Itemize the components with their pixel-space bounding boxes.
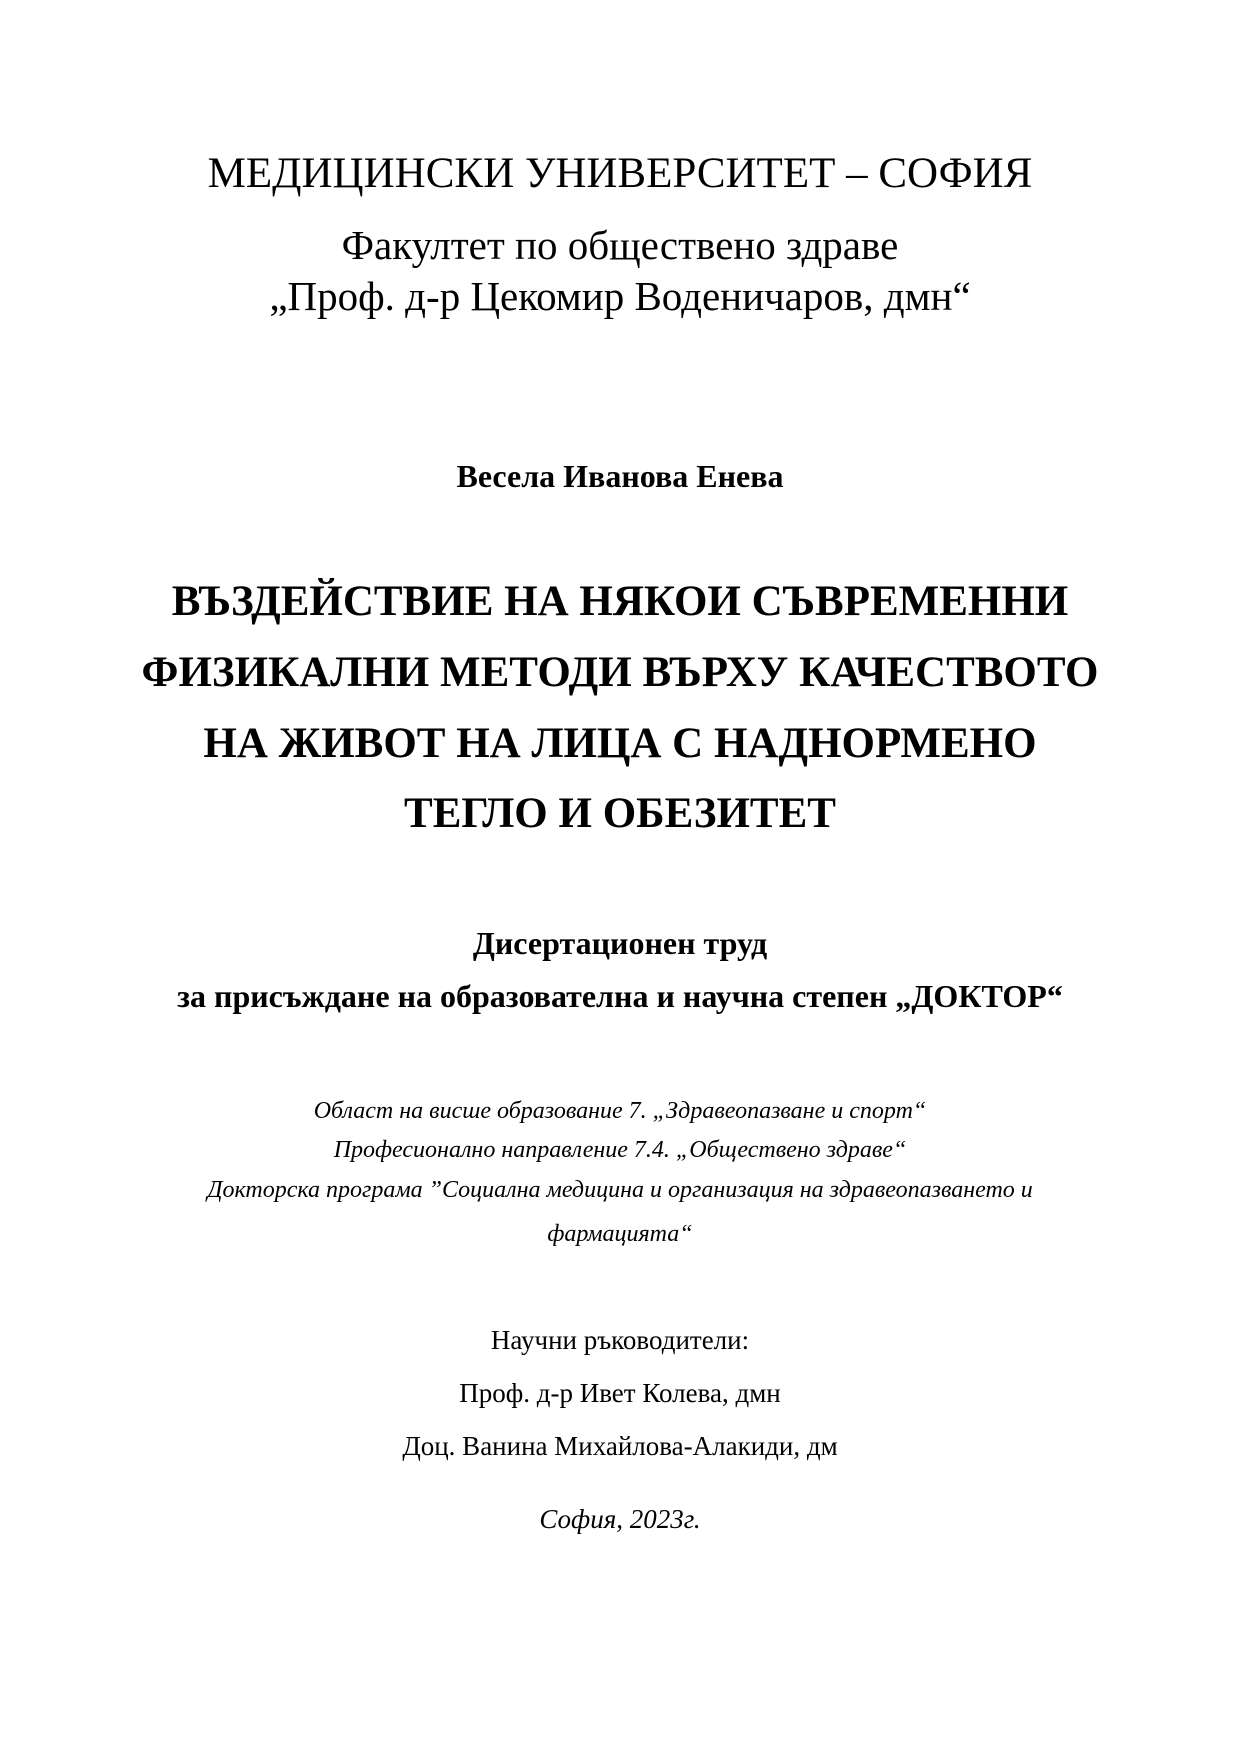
author-name: Весела Иванова Енева xyxy=(456,458,784,494)
degree-purpose: за присъждане на образователна и научна степен „ДОКТОР“ xyxy=(177,978,1063,1014)
faculty-name: Факултет по обществено здраве xyxy=(341,222,899,268)
supervisor-name: Проф. д-р Ивет Колева, дмн xyxy=(459,1378,781,1408)
place-date: София, 2023г. xyxy=(539,1504,701,1534)
supervisor-name: Доц. Ванина Михайлова-Алакиди, дм xyxy=(402,1431,838,1461)
dissertation-title-line: НА ЖИВОТ НА ЛИЦА С НАДНОРМЕНО xyxy=(203,720,1037,767)
dissertation-title-line: ТЕГЛО И ОБЕЗИТЕТ xyxy=(404,790,836,837)
dissertation-title-line: ФИЗИКАЛНИ МЕТОДИ ВЪРХУ КАЧЕСТВОТО xyxy=(141,649,1099,696)
faculty-eponym: „Проф. д-р Цекомир Воденичаров, дмн“ xyxy=(269,273,971,319)
area-line: Докторска програма ”Социална медицина и организация на здравеопазването и xyxy=(207,1177,1033,1203)
area-line: Професионално направление 7.4. „Обществено здраве“ xyxy=(333,1137,907,1163)
university-name: МЕДИЦИНСКИ УНИВЕРСИТЕТ – СОФИЯ xyxy=(207,150,1033,197)
document-type: Дисертационен труд xyxy=(472,925,768,961)
area-line: Област на висше образование 7. „Здравеопазване и спорт“ xyxy=(313,1098,927,1124)
area-line: фармацията“ xyxy=(547,1221,693,1247)
supervisors-heading: Научни ръководители: xyxy=(490,1325,750,1355)
dissertation-title-line: ВЪЗДЕЙСТВИЕ НА НЯКОИ СЪВРЕМЕННИ xyxy=(171,578,1069,625)
